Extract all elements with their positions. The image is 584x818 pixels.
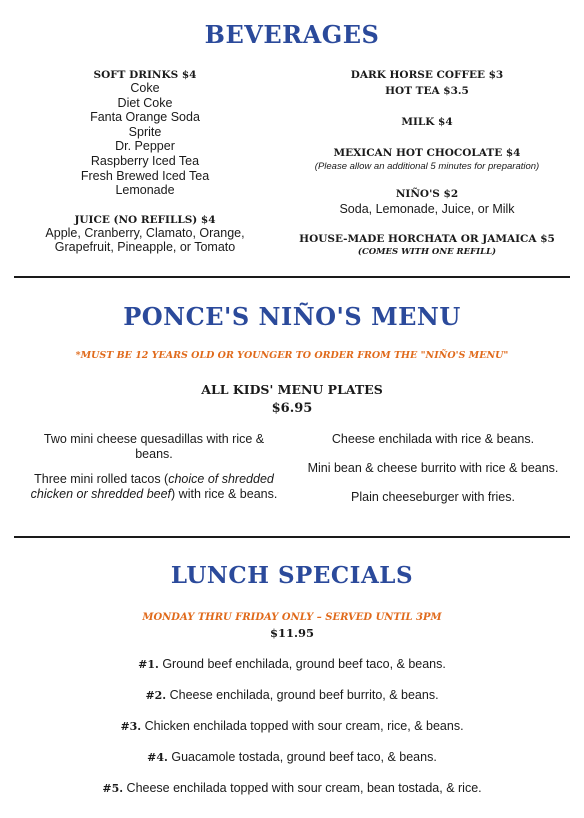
lunch-item-text: Ground beef enchilada, ground beef taco, & beans. xyxy=(162,657,446,671)
kids-menu-section xyxy=(0,278,584,536)
lunch-item-5 xyxy=(0,781,584,795)
lunch-item-number: #3. xyxy=(120,720,142,733)
hot-tea: HOT TEA $3.5 xyxy=(385,85,469,97)
lunch-item-4 xyxy=(0,750,584,764)
age-restriction-note: *MUST BE 12 YEARS OLD OR YOUNGER TO ORDER FROM THE "NIÑO'S MENU" xyxy=(75,350,509,361)
kids-plates-header: ALL KIDS' MENU PLATES xyxy=(201,382,383,397)
lunch-item-3 xyxy=(0,719,584,733)
soft-drinks-header: SOFT DRINKS $4 xyxy=(93,69,197,81)
horchata-header: HOUSE-MADE HORCHATA OR JAMAICA $5 xyxy=(299,232,555,245)
rolled-tacos-text-end: ) with rice & beans. xyxy=(171,487,278,501)
mexican-hot-chocolate: MEXICAN HOT CHOCOLATE $4 xyxy=(333,147,521,159)
rolled-tacos-choice-2: chicken or shredded beef xyxy=(30,487,172,501)
kids-menu-title: PONCE'S NIÑO'S MENU xyxy=(123,302,461,331)
lunch-section xyxy=(0,538,584,818)
lunch-title: LUNCH SPECIALS xyxy=(170,562,414,589)
soft-drink-item: Sprite xyxy=(128,124,162,139)
soft-drink-item: Raspberry Iced Tea xyxy=(90,153,200,168)
kids-item-burrito: Mini bean & cheese burrito with rice & beans. xyxy=(307,461,559,475)
juice-header: JUICE (NO REFILLS) $4 xyxy=(74,213,216,226)
hot-chocolate-note: (Please allow an additional 5 minutes for preparation) xyxy=(314,161,540,172)
kids-left-column xyxy=(14,432,294,502)
ninos-drinks-items: Soda, Lemonade, Juice, or Milk xyxy=(339,202,515,216)
lunch-item-number: #1. xyxy=(138,658,159,671)
beverages-right-column xyxy=(282,69,572,257)
kids-item-quesadillas-line2: beans. xyxy=(135,447,173,461)
lunch-item-number: #2. xyxy=(145,689,167,702)
beverages-section xyxy=(0,0,584,278)
lunch-item-2 xyxy=(0,688,584,702)
lunch-price: $11.95 xyxy=(269,626,314,640)
soft-drink-item: Lemonade xyxy=(115,183,175,198)
kids-right-column xyxy=(292,432,574,505)
lunch-item-text: Guacamole tostada, ground beef taco, & beans. xyxy=(171,750,437,764)
rolled-tacos-choice: choice of shredded xyxy=(168,472,274,486)
rolled-tacos-text: Three mini rolled tacos ( xyxy=(34,472,169,486)
lunch-availability: MONDAY THRU FRIDAY ONLY – SERVED UNTIL 3PM xyxy=(142,612,442,623)
kids-item-cheeseburger: Plain cheeseburger with fries. xyxy=(351,490,515,504)
soft-drink-item: Dr. Pepper xyxy=(115,139,175,154)
beverages-left-column xyxy=(14,69,276,255)
lunch-item-text: Cheese enchilada topped with sour cream, bean tostada, & rice. xyxy=(126,781,482,795)
beverages-title: BEVERAGES xyxy=(204,20,380,49)
juice-items-line1: Apple, Cranberry, Clamato, Orange, xyxy=(45,225,245,240)
kids-item-quesadillas xyxy=(14,432,294,462)
kids-item-enchilada: Cheese enchilada with rice & beans. xyxy=(331,432,535,446)
lunch-item-text: Chicken enchilada topped with sour cream, rice, & beans. xyxy=(144,719,464,733)
dark-horse-coffee: DARK HORSE COFFEE $3 xyxy=(350,69,504,81)
lunch-item-number: #5. xyxy=(102,782,124,795)
soft-drink-item: Fresh Brewed Iced Tea xyxy=(80,168,210,183)
soft-drink-item: Coke xyxy=(130,81,160,95)
soft-drink-item: Diet Coke xyxy=(117,95,173,110)
kids-item-quesadillas-line1: Two mini cheese quesadillas with rice & xyxy=(43,432,265,446)
juice-items-line2: Grapefruit, Pineapple, or Tomato xyxy=(54,240,236,255)
kids-item-rolled-tacos xyxy=(14,472,294,502)
milk: MILK $4 xyxy=(401,116,453,128)
horchata-note: (COMES WITH ONE REFILL) xyxy=(357,246,497,257)
ninos-drinks-header: NIÑO'S $2 xyxy=(395,188,459,200)
kids-plates-price: $6.95 xyxy=(271,401,313,416)
lunch-item-1 xyxy=(0,657,584,671)
soft-drink-item: Fanta Orange Soda xyxy=(90,110,200,125)
lunch-item-number: #4. xyxy=(147,751,168,764)
lunch-item-text: Cheese enchilada, ground beef burrito, & beans. xyxy=(169,688,439,702)
